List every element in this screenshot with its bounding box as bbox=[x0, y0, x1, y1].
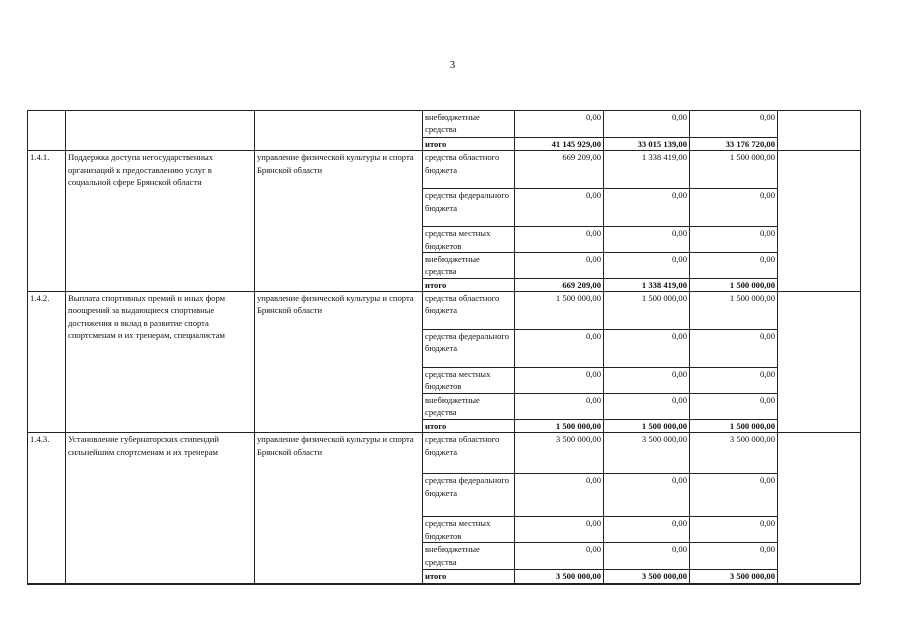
funding-source-cell: средства областного бюджета bbox=[423, 433, 515, 474]
measure-code: 1.4.3. bbox=[28, 433, 66, 583]
measure-name: Поддержка доступа негосударственных организаций к предоставлению услуг в социальной сфере Брянской области bbox=[66, 151, 255, 292]
value-cell: 669 209,00 bbox=[515, 151, 604, 189]
funding-source-cell: внебюджетные средства bbox=[423, 394, 515, 420]
measure-executor: управление физической культуры и спорта Брянской области bbox=[255, 292, 423, 433]
note-cell bbox=[778, 111, 861, 151]
total-value: 1 500 000,00 bbox=[515, 420, 604, 433]
code-cell bbox=[28, 111, 66, 151]
funding-source-cell: средства областного бюджета bbox=[423, 151, 515, 189]
funding-source-cell: средства областного бюджета bbox=[423, 292, 515, 330]
value-cell: 0,00 bbox=[515, 474, 604, 517]
executor-cell bbox=[255, 111, 423, 151]
note-cell bbox=[778, 433, 861, 583]
value-cell: 0,00 bbox=[690, 543, 778, 570]
value-cell: 0,00 bbox=[690, 252, 778, 278]
total-value: 33 015 139,00 bbox=[604, 138, 690, 151]
value-cell: 0,00 bbox=[604, 189, 690, 227]
value-cell: 0,00 bbox=[515, 227, 604, 253]
total-label: итого bbox=[423, 420, 515, 433]
note-cell bbox=[778, 292, 861, 433]
note-cell bbox=[778, 151, 861, 292]
table-row bbox=[28, 111, 861, 138]
value-cell: 0,00 bbox=[515, 330, 604, 368]
total-value: 1 500 000,00 bbox=[690, 278, 778, 291]
funding-source-cell: внебюджетные средства bbox=[423, 111, 515, 138]
funding-source-cell: средства местных бюджетов bbox=[423, 227, 515, 253]
budget-table bbox=[27, 110, 861, 584]
value-cell: 0,00 bbox=[690, 517, 778, 543]
value-cell: 3 500 000,00 bbox=[515, 433, 604, 474]
value-cell: 0,00 bbox=[604, 111, 690, 138]
value-cell: 0,00 bbox=[604, 227, 690, 253]
measure-name: Установление губернаторских стипендий сильнейшим спортсменам и их тренерам bbox=[66, 433, 255, 583]
value-cell: 1 500 000,00 bbox=[515, 292, 604, 330]
value-cell: 0,00 bbox=[604, 252, 690, 278]
value-cell: 0,00 bbox=[604, 543, 690, 570]
value-cell: 0,00 bbox=[604, 517, 690, 543]
value-cell: 0,00 bbox=[515, 517, 604, 543]
total-label: итого bbox=[423, 278, 515, 291]
value-cell: 0,00 bbox=[604, 394, 690, 420]
funding-source-cell: средства федерального бюджета bbox=[423, 189, 515, 227]
funding-source-cell: средства федерального бюджета bbox=[423, 330, 515, 368]
value-cell: 0,00 bbox=[690, 474, 778, 517]
total-label: итого bbox=[423, 138, 515, 151]
page-number: 3 bbox=[449, 59, 456, 71]
value-cell: 3 500 000,00 bbox=[690, 433, 778, 474]
value-cell: 0,00 bbox=[690, 368, 778, 394]
measure-name-cell bbox=[66, 111, 255, 151]
value-cell: 0,00 bbox=[690, 111, 778, 138]
value-cell: 0,00 bbox=[604, 368, 690, 394]
total-value: 1 338 419,00 bbox=[604, 278, 690, 291]
funding-source-cell: средства местных бюджетов bbox=[423, 517, 515, 543]
measure-name: Выплата спортивных премий и иных форм поощрений за выдающиеся спортивные достижения и вклад в развитие спорта спортсменам и их тренерам, специалистам bbox=[66, 292, 255, 433]
measure-code: 1.4.2. bbox=[28, 292, 66, 433]
total-value: 1 500 000,00 bbox=[690, 420, 778, 433]
measure-code: 1.4.1. bbox=[28, 151, 66, 292]
value-cell: 0,00 bbox=[515, 368, 604, 394]
table-row bbox=[28, 433, 861, 474]
funding-source-cell: средства федерального бюджета bbox=[423, 474, 515, 517]
total-value: 41 145 929,00 bbox=[515, 138, 604, 151]
value-cell: 0,00 bbox=[515, 543, 604, 570]
value-cell: 0,00 bbox=[690, 330, 778, 368]
value-cell: 0,00 bbox=[515, 394, 604, 420]
funding-source-cell: внебюджетные средства bbox=[423, 543, 515, 570]
table-row bbox=[28, 151, 861, 189]
funding-source-cell: средства местных бюджетов bbox=[423, 368, 515, 394]
measure-executor: управление физической культуры и спорта Брянской области bbox=[255, 151, 423, 292]
bottom-rule bbox=[27, 584, 860, 585]
value-cell: 3 500 000,00 bbox=[604, 433, 690, 474]
value-cell: 0,00 bbox=[515, 189, 604, 227]
total-value: 3 500 000,00 bbox=[515, 570, 604, 583]
total-value: 33 176 720,00 bbox=[690, 138, 778, 151]
value-cell: 1 500 000,00 bbox=[690, 292, 778, 330]
total-value: 3 500 000,00 bbox=[604, 570, 690, 583]
value-cell: 0,00 bbox=[604, 330, 690, 368]
total-label: итого bbox=[423, 570, 515, 583]
total-value: 1 500 000,00 bbox=[604, 420, 690, 433]
total-value: 669 209,00 bbox=[515, 278, 604, 291]
measure-executor: управление физической культуры и спорта Брянской области bbox=[255, 433, 423, 583]
value-cell: 0,00 bbox=[690, 394, 778, 420]
value-cell: 0,00 bbox=[690, 189, 778, 227]
value-cell: 1 338 419,00 bbox=[604, 151, 690, 189]
value-cell: 0,00 bbox=[515, 111, 604, 138]
table-row bbox=[28, 292, 861, 330]
value-cell: 0,00 bbox=[690, 227, 778, 253]
funding-source-cell: внебюджетные средства bbox=[423, 252, 515, 278]
total-value: 3 500 000,00 bbox=[690, 570, 778, 583]
value-cell: 0,00 bbox=[515, 252, 604, 278]
value-cell: 1 500 000,00 bbox=[690, 151, 778, 189]
value-cell: 0,00 bbox=[604, 474, 690, 517]
value-cell: 1 500 000,00 bbox=[604, 292, 690, 330]
